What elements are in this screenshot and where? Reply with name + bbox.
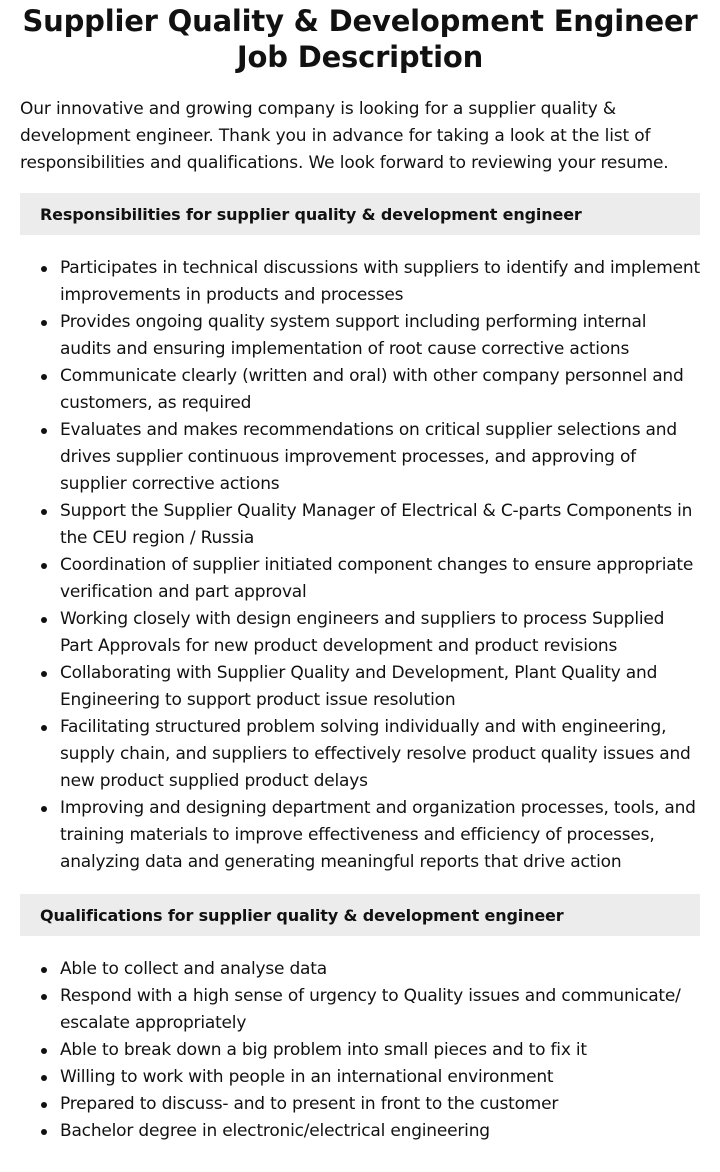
- bullet-icon: [41, 320, 47, 326]
- list-item-text: Evaluates and makes recommendations on critical supplier selections and drives supplier continuous improvement processes, and approving of supplier corrective actions: [60, 420, 677, 494]
- list-item: [20, 795, 700, 876]
- bullet-icon: [41, 806, 47, 812]
- list-item: [20, 983, 700, 1037]
- list-item-text: Able to break down a big problem into small pieces and to fix it: [60, 1040, 587, 1060]
- list-item: [20, 255, 700, 309]
- bullet-icon: [41, 994, 47, 1000]
- list-item-text: Working closely with design engineers and suppliers to process Supplied Part Approvals for new product development and product revisions: [60, 609, 665, 656]
- bullet-icon: [41, 1048, 47, 1054]
- list-item: [20, 606, 700, 660]
- list-item-text: Support the Supplier Quality Manager of Electrical & C-parts Components in the CEU region / Russia: [60, 501, 693, 548]
- bullet-icon: [41, 671, 47, 677]
- qualifications-list: [20, 956, 700, 1145]
- bullet-icon: [41, 1075, 47, 1081]
- list-item-text: Coordination of supplier initiated component changes to ensure appropriate verification and part approval: [60, 555, 694, 602]
- list-item-text: Bachelor degree in electronic/electrical engineering: [60, 1121, 490, 1141]
- bullet-icon: [41, 725, 47, 731]
- bullet-icon: [41, 428, 47, 434]
- list-item: [20, 498, 700, 552]
- qualifications-heading: [20, 894, 700, 936]
- page-title: Supplier Quality & Development Engineer Job Description: [22, 4, 698, 74]
- list-item: [20, 956, 700, 983]
- intro-paragraph: Our innovative and growing company is looking for a supplier quality & development engineer. Thank you in advance for taking a look at the list of responsibilities and qualifications. We look forward to reviewing your resume.: [20, 99, 669, 173]
- list-item-text: Facilitating structured problem solving individually and with engineering, supply chain, and suppliers to effectively resolve product quality issues and new product supplied product delays: [60, 717, 691, 791]
- list-item: [20, 1037, 700, 1064]
- responsibilities-heading-text: Responsibilities for supplier quality & development engineer: [40, 204, 582, 224]
- responsibilities-list: [20, 255, 700, 876]
- list-item-text: Improving and designing department and organization processes, tools, and training materials to improve effectiveness and efficiency of processes, analyzing data and generating meaningful reports that drive action: [60, 798, 696, 872]
- list-item: [20, 309, 700, 363]
- list-item-text: Participates in technical discussions with suppliers to identify and implement improvements in products and processes: [60, 258, 700, 305]
- responsibilities-heading: [20, 193, 700, 235]
- list-item-text: Able to collect and analyse data: [60, 959, 327, 979]
- list-item: [20, 363, 700, 417]
- bullet-icon: [41, 1102, 47, 1108]
- bullet-icon: [41, 266, 47, 272]
- list-item: [20, 417, 700, 498]
- bullet-icon: [41, 1129, 47, 1135]
- list-item: [20, 1064, 700, 1091]
- list-item: [20, 714, 700, 795]
- list-item-text: Provides ongoing quality system support including performing internal audits and ensuring implementation of root cause corrective actions: [60, 312, 647, 359]
- list-item-text: Collaborating with Supplier Quality and Development, Plant Quality and Engineering to support product issue resolution: [60, 663, 658, 710]
- list-item: [20, 660, 700, 714]
- list-item-text: Willing to work with people in an international environment: [60, 1067, 554, 1087]
- list-item-text: Respond with a high sense of urgency to Quality issues and communicate/ escalate appropriately: [60, 986, 681, 1033]
- bullet-icon: [41, 509, 47, 515]
- list-item-text: Prepared to discuss- and to present in front to the customer: [60, 1094, 559, 1114]
- qualifications-heading-text: Qualifications for supplier quality & development engineer: [40, 905, 564, 925]
- bullet-icon: [41, 617, 47, 623]
- bullet-icon: [41, 563, 47, 569]
- list-item: [20, 1118, 700, 1145]
- bullet-icon: [41, 967, 47, 973]
- list-item-text: Communicate clearly (written and oral) with other company personnel and customers, as required: [60, 366, 684, 413]
- list-item: [20, 1091, 700, 1118]
- bullet-icon: [41, 374, 47, 380]
- list-item: [20, 552, 700, 606]
